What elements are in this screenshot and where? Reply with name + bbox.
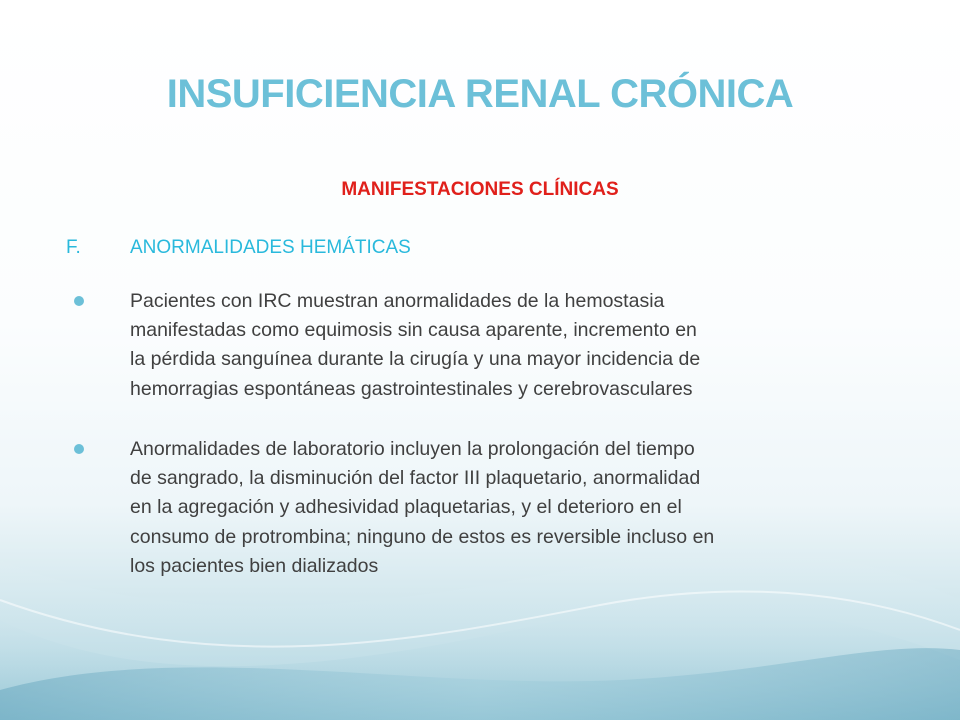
bullet-line: en la agregación y adhesividad plaquetarias, y el deterioro en el	[130, 496, 682, 519]
bullet-line: de sangrado, la disminución del factor III plaquetario, anormalidad	[130, 467, 701, 490]
bullet-line: manifestadas como equimosis sin causa aparente, incremento en	[130, 319, 697, 342]
slide-title: INSUFICIENCIA RENAL CRÓNICA	[166, 72, 794, 116]
section-heading	[66, 234, 411, 262]
bullet-icon	[74, 444, 84, 454]
slide-subtitle: MANIFESTACIONES CLÍNICAS	[341, 179, 619, 200]
bullet-item	[130, 435, 910, 581]
bullet-line: la pérdida sanguínea durante la cirugía y una mayor incidencia de	[130, 348, 701, 371]
bullet-line: los pacientes bien dializados	[130, 554, 379, 577]
bullet-line: hemorragias espontáneas gastrointestinales y cerebrovasculares	[130, 377, 693, 400]
section-heading-text: ANORMALIDADES HEMÁTICAS	[130, 237, 411, 258]
bullet-line: consumo de protrombina; ninguno de estos es reversible incluso en	[130, 525, 715, 548]
bullet-line: Pacientes con IRC muestran anormalidades de la hemostasia	[130, 290, 665, 312]
section-letter: F.	[66, 237, 81, 258]
bullet-line: Anormalidades de laboratorio incluyen la prolongación del tiempo	[130, 438, 695, 460]
bullet-item	[130, 287, 910, 404]
bullet-icon	[74, 296, 84, 306]
